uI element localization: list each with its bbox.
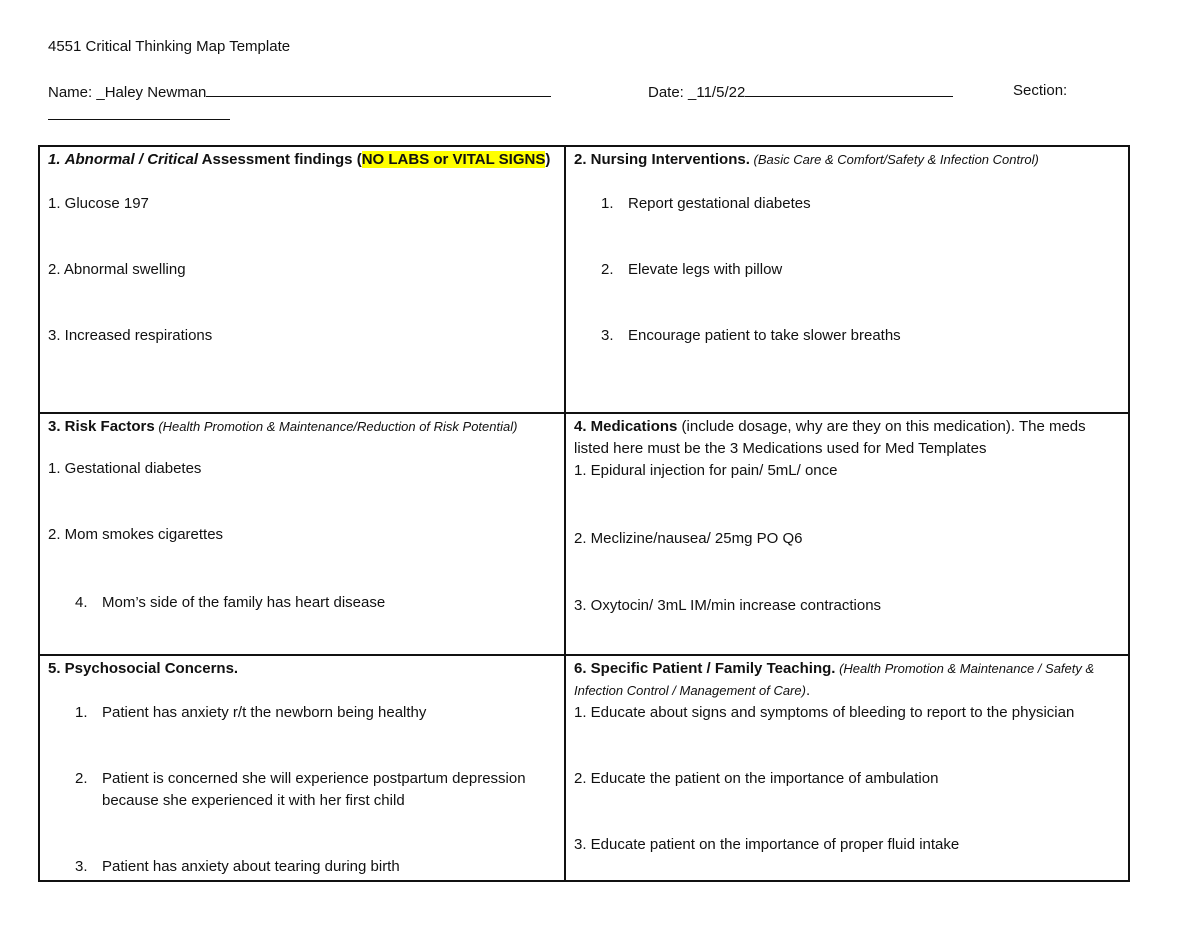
cell-risk-factors — [39, 413, 565, 655]
list-item: 3. Increased respirations — [48, 327, 213, 344]
heading-italic: Abnormal / Critical — [64, 151, 199, 168]
item-number: 4. — [75, 594, 88, 611]
heading-bold: 3. Risk Factors — [48, 418, 155, 435]
name-label: Name: _Haley Newman — [48, 84, 207, 101]
list-item: 1. Gestational diabetes — [48, 460, 202, 477]
list-item: 2. Mom smokes cigarettes — [48, 526, 224, 543]
list-item: 2. Abnormal swelling — [48, 261, 186, 278]
cell-medications — [565, 413, 1129, 655]
cell-heading — [574, 658, 1120, 702]
section-field — [1013, 80, 1067, 102]
cell-heading — [48, 416, 556, 438]
list-item — [574, 325, 1120, 347]
item-number: 2. — [601, 261, 614, 278]
item-text: Encourage patient to take slower breaths — [628, 327, 901, 344]
heading-bold: 6. Specific Patient / Family Teaching. — [574, 660, 836, 677]
critical-thinking-map-table — [38, 145, 1130, 882]
heading-bold: 4. Medications — [574, 418, 678, 435]
cell-heading — [48, 149, 556, 171]
list-item: 1. Educate about signs and symptoms of bleeding to report to the physician — [574, 704, 1075, 721]
date-label: Date: _11/5/22 — [648, 84, 746, 101]
list-item — [48, 592, 556, 614]
name-underline — [206, 80, 551, 97]
heading-highlight: NO LABS or VITAL SIGNS — [361, 151, 546, 168]
list-item: 3. Oxytocin/ 3mL IM/min increase contractions — [574, 597, 882, 614]
item-text: Mom’s side of the family has heart disease — [102, 594, 386, 611]
cell-psychosocial-concerns — [39, 655, 565, 881]
heading-bold: 5. Psychosocial Concerns. — [48, 660, 239, 677]
list-item — [574, 259, 1120, 281]
item-text: Patient is concerned she will experience postpartum depression because she experienced it with her first child — [102, 770, 526, 809]
item-number: 1. — [75, 704, 88, 721]
list-item: 3. Educate patient on the importance of proper fluid intake — [574, 836, 960, 853]
heading-bold: 2. Nursing Interventions. — [574, 151, 750, 168]
item-number: 1. — [601, 195, 614, 212]
section-label: Section: — [1013, 82, 1068, 99]
heading-italic: (Health Promotion & Maintenance/Reduction of Risk Potential) — [154, 419, 518, 434]
cell-nursing-interventions — [565, 146, 1129, 413]
list-item: 2. Meclizine/nausea/ 25mg PO Q6 — [574, 530, 803, 547]
item-number: 2. — [75, 770, 88, 787]
heading-text: Assessment findings ( — [198, 151, 362, 168]
heading-italic: (Health Promotion & Maintenance / Safety & Infection Control / Management of Care) — [574, 661, 1095, 698]
list-item — [48, 702, 556, 724]
heading-text: (include dosage, why are they on this medication). The meds listed here must be the 3 Medications used for Med Templates — [574, 418, 1086, 457]
item-number: 3. — [75, 858, 88, 875]
list-item — [574, 193, 1120, 215]
list-item — [48, 856, 556, 878]
name-field — [48, 80, 551, 104]
date-field — [648, 80, 953, 104]
item-text: Patient has anxiety about tearing during birth — [102, 858, 400, 875]
cell-assessment-findings — [39, 146, 565, 413]
list-item: 1. Glucose 197 — [48, 195, 149, 212]
list-item — [48, 768, 556, 812]
list-item: 2. Educate the patient on the importance of ambulation — [574, 770, 939, 787]
cell-heading — [574, 416, 1120, 460]
item-number: 3. — [601, 327, 614, 344]
item-text: Elevate legs with pillow — [628, 261, 783, 278]
item-text: Report gestational diabetes — [628, 195, 811, 212]
section-underline — [48, 119, 230, 120]
date-underline — [745, 80, 953, 97]
cell-patient-family-teaching — [565, 655, 1129, 881]
item-text: Patient has anxiety r/t the newborn being healthy — [102, 704, 427, 721]
page-title: 4551 Critical Thinking Map Template — [48, 38, 291, 55]
heading-end: . — [805, 682, 811, 699]
heading-italic: (Basic Care & Comfort/Safety & Infection Control) — [749, 152, 1039, 167]
heading-close: ) — [545, 151, 551, 168]
cell-heading — [48, 658, 556, 680]
heading-number: 1. — [48, 151, 61, 168]
list-item: 1. Epidural injection for pain/ 5mL/ once — [574, 462, 838, 479]
cell-heading — [574, 149, 1120, 171]
